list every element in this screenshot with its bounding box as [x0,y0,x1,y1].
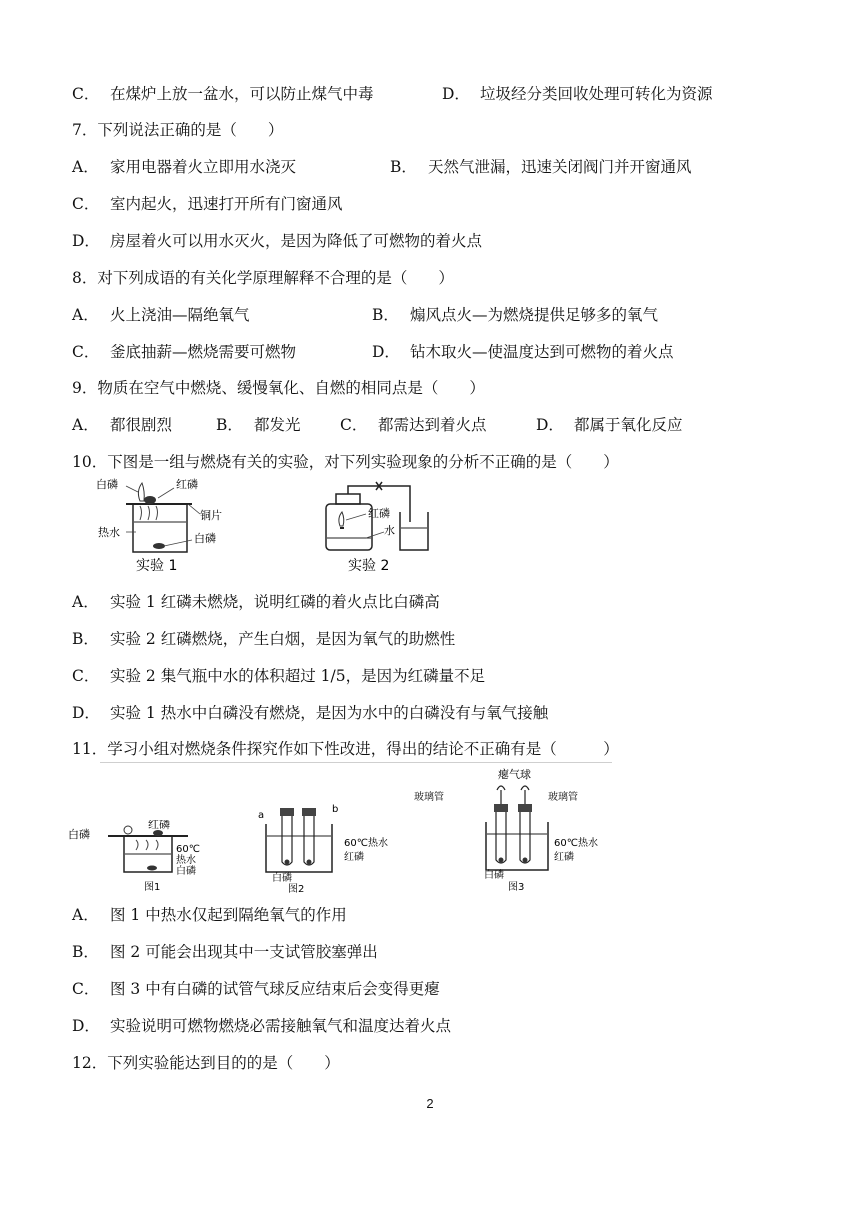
glass-tubes [501,790,525,804]
option-text: 实验 2 集气瓶中水的体积超过 1/5，是因为红磷量不足 [110,667,486,685]
caption-figure-2: 图2 [288,884,305,895]
option-text: 在煤炉上放一盆水，可以防止煤气中毒 [110,85,374,103]
q6-option-c [72,83,442,105]
stopper-right [518,804,532,812]
q10-option-b [72,628,455,650]
q10-option-d [72,702,548,724]
option-letter: D． [72,1017,100,1035]
label-red-phosphorus: 红磷 [344,852,364,863]
q7-option-c [72,193,343,215]
option-text: 都属于氧化反应 [574,416,683,434]
figure-3-diagram [414,768,624,894]
stopper-a [280,808,294,816]
q7-options-ab [72,156,692,178]
q9-options [72,414,683,436]
option-text: 实验 1 红磷未燃烧，说明红磷的着火点比白磷高 [110,593,440,611]
label-white-phosphorus-bottom: 白磷 [176,866,196,877]
q11-option-d [72,1015,451,1037]
option-letter: D． [442,85,470,103]
q9-option-a [72,414,216,436]
label-white-phosphorus: 白磷 [272,873,292,884]
q8-stem: 8．对下列成语的有关化学原理解释不合理的是（ ） [72,269,454,287]
option-letter: C． [340,416,368,434]
label-balloon: 瘪气球 [498,768,531,781]
label-hot-water: 60℃热水 [554,838,598,849]
q7-option-d [72,230,482,252]
q8-option-b [372,304,658,326]
stopper [336,494,360,504]
option-text: 都很剧烈 [110,416,173,434]
q9-stem: 9．物质在空气中燃烧、缓慢氧化、自燃的相同点是（ ） [72,379,485,397]
option-text: 图 1 中热水仅起到隔绝氧气的作用 [110,906,347,924]
option-letter: A． [72,593,99,611]
q7-option-a [72,156,390,178]
option-text: 图 3 中有白磷的试管气球反应结束后会变得更瘪 [110,980,440,998]
option-letter: B． [390,158,417,176]
label-red-phosphorus: 红磷 [148,820,170,831]
q10-option-c [72,665,485,687]
caption-experiment-2: 实验 2 [348,558,390,574]
option-letter: C． [72,343,100,361]
option-text: 都发光 [254,416,301,434]
option-letter: B． [372,306,399,324]
experiment-2-diagram [314,474,474,576]
option-text: 实验 1 热水中白磷没有燃烧，是因为水中的白磷没有与氧气接触 [110,704,549,722]
label-white-phosphorus-top: 白磷 [96,478,118,491]
option-letter: C． [72,980,100,998]
option-letter: C． [72,667,100,685]
q8-option-a [72,304,372,326]
white-phosphorus [499,858,504,863]
stopper-b [302,808,316,816]
option-text: 室内起火，迅速打开所有门窗通风 [110,195,343,213]
label-glass-tube-left: 玻璃管 [414,792,444,803]
q8-options-ab [72,304,658,326]
leader-line [126,486,138,492]
divider [100,762,612,763]
option-text: 垃圾经分类回收处理可转化为资源 [480,85,713,103]
label-white-phosphorus-bottom: 白磷 [194,532,216,545]
q8-option-d [372,341,674,363]
option-letter: D． [72,704,100,722]
leader-line [158,488,174,498]
q11-stem: 11．学习小组对燃烧条件探究作如下性改进，得出的结论不正确有是（ ） [72,740,619,758]
option-text: 实验 2 红磷燃烧，产生白烟，是因为氧气的助燃性 [110,630,456,648]
q9-option-b [216,414,340,436]
q7-option-b [390,156,692,178]
option-text: 房屋着火可以用水灭火，是因为降低了可燃物的着火点 [110,232,483,250]
white-phosphorus-underwater [153,543,165,549]
option-letter: B． [216,416,243,434]
label-hot-water: 60℃热水 [344,838,388,849]
leader-line [346,514,366,520]
label-white-phosphorus: 白磷 [68,828,90,841]
option-letter: A． [72,158,99,176]
q7-stem: 7．下列说法正确的是（ ） [72,121,284,139]
page-number: 2 [426,1096,434,1111]
flame-icon [138,483,144,501]
balloons [497,786,529,790]
leader-line [164,540,192,546]
label-hot-water: 热水 [98,526,120,539]
q8-options-cd [72,341,674,363]
flame-icon [124,826,132,834]
test-tube-right [520,812,530,863]
option-text: 都需达到着火点 [378,416,487,434]
option-text: 钻木取火—使温度达到可燃物的着火点 [410,343,674,361]
q11-figure-3 [414,768,624,894]
leader-line [366,532,384,538]
option-letter: D． [372,343,400,361]
test-tube-a [282,816,292,865]
flame-icon [339,512,344,526]
label-glass-tube-right: 玻璃管 [548,792,578,803]
option-text: 釜底抽薪—燃烧需要可燃物 [110,343,297,361]
caption-figure-1: 图1 [144,882,161,893]
option-letter: A． [72,416,99,434]
label-red-phosphorus: 红磷 [554,852,574,863]
label-b: b [332,804,339,815]
q10-figure-experiment-2 [314,474,474,576]
caption-figure-3: 图3 [508,882,525,893]
q11-figure-1 [66,820,216,898]
option-letter: D． [72,232,100,250]
q11-figure-2 [252,796,402,898]
beaker [266,824,332,872]
label-copper: 铜片 [200,509,222,522]
option-letter: B． [72,943,99,961]
steam-lines [136,840,158,850]
q8-option-c [72,341,372,363]
white-phosphorus [285,860,290,865]
option-text: 实验说明可燃物燃烧必需接触氧气和温度达着火点 [110,1017,452,1035]
q6-options-cd [72,83,713,105]
leader-line [188,504,200,514]
q9-option-d [536,414,683,436]
option-text: 煽风点火—为燃烧提供足够多的氧气 [410,306,659,324]
q11-option-b [72,941,378,963]
option-letter: A． [72,906,99,924]
label-red-phosphorus: 红磷 [368,507,390,520]
q10-figure-experiment-1 [96,474,256,576]
label-hot-water: 热水 [176,855,196,866]
label-temperature: 60℃ [176,844,200,855]
q11-option-c [72,978,440,1000]
test-tube-left [496,812,506,863]
option-letter: B． [72,630,99,648]
q11-option-a [72,904,347,926]
option-text: 天然气泄漏，迅速关闭阀门并开窗通风 [428,158,692,176]
q10-option-a [72,591,440,613]
option-letter: A． [72,306,99,324]
option-text: 图 2 可能会出现其中一支试管胶塞弹出 [110,943,378,961]
red-phosphorus [523,858,528,863]
option-letter: C． [72,195,100,213]
label-white-phosphorus: 白磷 [484,870,504,881]
q9-option-c [340,414,536,436]
experiment-1-diagram [96,474,256,576]
option-letter: C． [72,85,100,103]
q12-stem: 12．下列实验能达到目的的是（ ） [72,1054,340,1072]
gas-bottle [326,504,372,550]
option-letter: D． [536,416,564,434]
q6-option-d [442,83,713,105]
label-red-phosphorus: 红磷 [176,478,198,491]
figure-1-diagram [66,820,216,898]
caption-experiment-1: 实验 1 [136,558,178,574]
red-phosphorus [307,860,312,865]
option-text: 家用电器着火立即用水浇灭 [110,158,297,176]
q10-stem: 10．下图是一组与燃烧有关的实验，对下列实验现象的分析不正确的是（ ） [72,453,619,471]
figure-2-diagram [252,796,402,898]
white-phosphorus-underwater [147,866,157,871]
beaker [486,822,548,870]
label-a: a [258,810,265,821]
steam-lines [140,506,158,520]
red-phosphorus [144,496,156,504]
option-text: 火上浇油—隔绝氧气 [110,306,250,324]
test-tube-b [304,816,314,865]
beaker [400,512,428,550]
stopper-left [494,804,508,812]
label-water: 水 [384,524,395,537]
